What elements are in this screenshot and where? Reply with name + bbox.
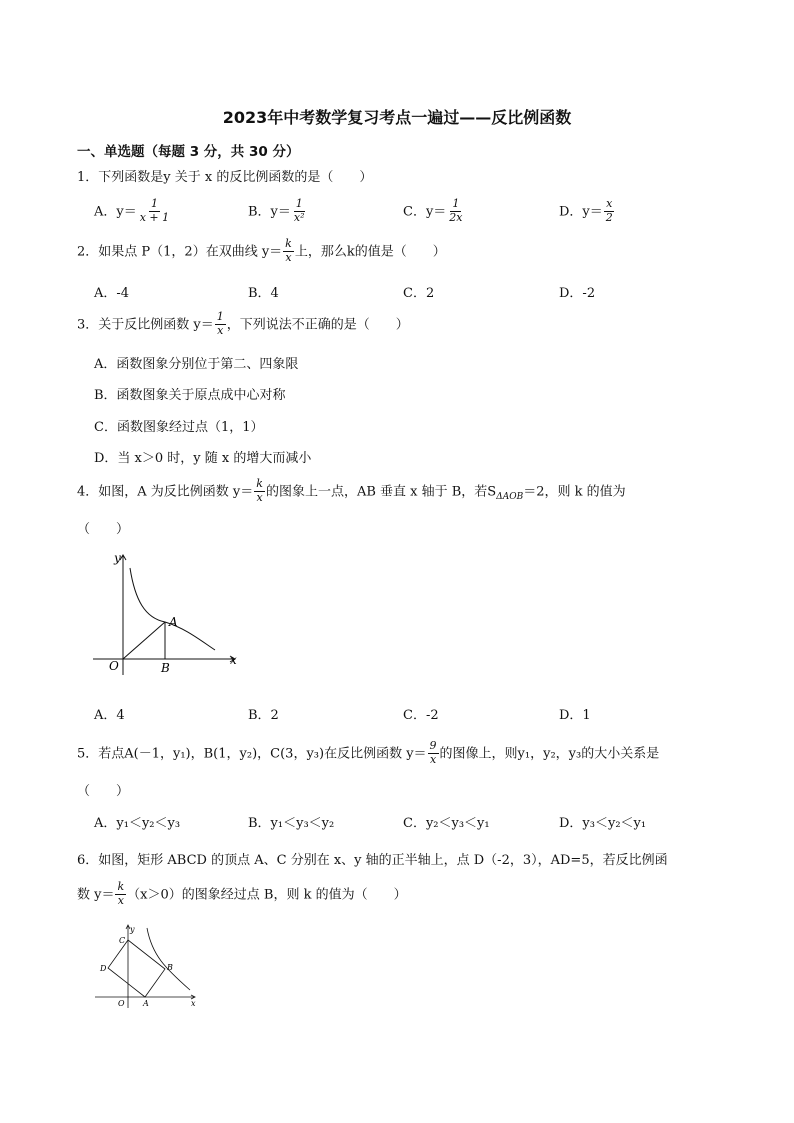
q3-option-d: D．当 x＞0 时，y 随 x 的增大而减小 [94,451,312,466]
q5-answer-paren: （ ） [77,784,130,799]
q3-option-a: A．函数图象分别位于第二、四象限 [94,357,299,372]
label-d: D [100,964,107,973]
fraction: $\frac{1}{\text{x²}}$ [293,197,305,224]
q5-stem: 5．若点A(－1，y₁)，B(1，y₂)，C(3，y₃)在反比例函数 y＝ $\frac{9}{x}$ 的图像上，则y₁，y₂，y₃的大小关系是 [77,739,660,766]
label-b: B [167,963,173,972]
label-o: O [118,999,125,1008]
fraction: $\frac{9}{x}$ [429,739,437,766]
q5-option-c: C．y₂＜y₃＜y₁ [403,816,490,831]
segment-oa [123,622,165,659]
label-y: y [114,551,121,565]
q6-figure [90,920,205,1012]
label-b: B [161,661,170,675]
fraction: $\frac{1}{x + 1}$ [139,197,170,224]
q1-option-d: D．y＝ $\frac{x}{2}$ [559,197,613,224]
fraction: $\frac{k}{x}$ [285,237,292,264]
fraction: $\frac{k}{x}$ [256,477,263,504]
q5-option-b: B．y₁＜y₃＜y₂ [248,816,335,831]
q4-option-b: B．2 [248,708,279,723]
label-a: A [169,615,178,629]
fraction: $\frac{k}{x}$ [117,880,125,907]
fraction: $\frac{1}{2x}$ [449,197,463,224]
q2-option-d: D．-2 [559,286,596,301]
q4-option-a: A．4 [94,708,125,723]
q3-stem: 3．关于反比例函数 y＝ $\frac{1}{x}$ ，下列说法不正确的是（ ） [77,310,409,337]
q2-option-b: B．4 [248,286,279,301]
q4-option-d: D．1 [559,708,591,723]
hyperbola-curve [147,928,190,990]
hyperbola-curve [130,568,215,650]
q4-option-c: C．-2 [403,708,439,723]
q2-stem: 2．如果点 P（1，2）在双曲线 y＝ $\frac{k}{x}$ 上，那么k的值是（ ） [77,237,446,264]
label-o: O [109,659,119,673]
q4-answer-paren: （ ） [77,522,130,537]
label-c: C [119,936,126,945]
q4-figure [85,550,255,680]
label-x: x [191,999,196,1008]
q6-stem: 6．如图，矩形 ABCD 的顶点 A、C 分别在 x、y 轴的正半轴上，点 D（-2，3），AD=5，若反比例函 [77,853,668,868]
label-y: y [130,925,135,934]
q3-option-b: B．函数图象关于原点成中心对称 [94,388,286,403]
fraction: $\frac{1}{x}$ [216,310,224,337]
q4-stem: 4．如图，A 为反比例函数 y＝ $\frac{k}{x}$ 的图象上一点，AB 垂直 x 轴于 B，若$S_{\Delta AOB}=2$，则 k 的值为 [77,477,626,504]
q1-option-b: B．y＝ $\frac{1}{\text{x²}}$ [248,197,305,224]
q2-option-c: C．2 [403,286,435,301]
q5-option-a: A．y₁＜y₂＜y₃ [94,816,181,831]
label-a: A [143,999,149,1008]
q1-stem: 1．下列函数是y 关于 x 的反比例函数的是（ ） [77,170,373,185]
q1-option-c: C．y＝ $\frac{1}{2x}$ [403,197,463,224]
q1-option-a: A．y＝ $\frac{1}{x + 1}$ [94,197,170,224]
rectangle-abcd [108,940,165,997]
section-heading: 一、单选题（每题 3 分，共 30 分） [77,144,300,160]
q6-stem-line2: 数 y＝ $\frac{k}{x}$ （x＞0）的图象经过点 B，则 k 的值为（ ） [77,880,407,907]
fraction: $\frac{x}{2}$ [605,197,613,224]
q3-option-c: C．函数图象经过点（1，1） [94,420,264,435]
label-x: x [230,653,237,667]
q5-option-d: D．y₃＜y₂＜y₁ [559,816,647,831]
q2-option-a: A．-4 [94,286,130,301]
page-title: 2023年中考数学复习考点一遍过——反比例函数 [222,108,572,127]
